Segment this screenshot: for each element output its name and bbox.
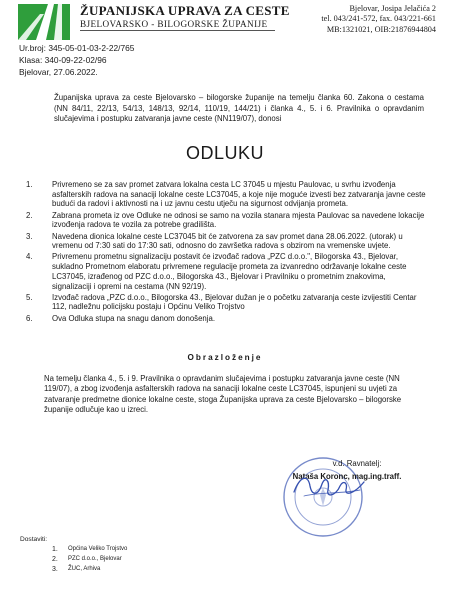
reasoning-paragraph: Na temelju članka 4., 5. i 9. Pravilnika o opravdanim slučajevima i postupku zatvaranja javne ceste (NN 119/07), a zbog izvođenja asfalterskih radova na sanaciji lokalne ceste LC37045, ispunjeni su uvjeti za zatvaranje predmetne dionice lokalne ceste, stoga Županijska uprava za ceste Bjelovarsko – bilogorske županije odlučuje kao u izreci. [44, 374, 402, 414]
organization-name: ŽUPANIJSKA UPRAVA ZA CESTE [80, 3, 290, 18]
klasa: Klasa: 340-09-22-02/96 [19, 54, 107, 65]
contact-block [321, 4, 436, 35]
list-item [26, 180, 426, 209]
list-item [52, 555, 127, 565]
reasoning-heading: Obrazloženje [187, 353, 263, 362]
distribution-list [52, 545, 127, 574]
item-number: 6. [26, 313, 33, 323]
contact-address: Bjelovar, Josipa Jelačića 2 [349, 4, 436, 13]
item-text: Ova Odluka stupa na snagu danom donošenja. [52, 313, 215, 323]
signatory-title: v.d. Ravnatelj: [332, 459, 382, 468]
header-divider [80, 30, 275, 31]
list-item [26, 252, 426, 291]
contact-phone: tel. 043/241-572, fax. 043/221-661 [321, 14, 436, 24]
document-title: ODLUKU [185, 143, 264, 163]
recipient-number: 2. [52, 555, 58, 563]
intro-paragraph: Županijska uprava za ceste Bjelovarsko – bilogorske županije na temelju članka 60. Zakona o cestama (NN 84/11, 22/13, 54/13, 148/13, 92/14, 110/19, 144/21) i članka 4., 5. i 6. Pravilnika o opravdanim slučajevima i postupku zatvaranja javne ceste (NN119/07), donosi [54, 93, 424, 123]
item-text: Navedena dionica lokalne ceste LC37045 bit će zatvorena za sav promet dana 28.06.2022. (utorak) u vremenu od 7:30 sati do 17:30 sati, odnosno do završetka radova s obzirom na vremenske uvjete. [52, 231, 403, 251]
list-item [26, 293, 426, 312]
item-number: 4. [26, 252, 33, 262]
item-text: Zabrana prometa iz ove Odluke ne odnosi se samo na vozila stanara mjesta Paulovac sa navedene lokacije izvođenja radova te vozila za potrebe gradilišta. [52, 210, 425, 230]
reference-block [19, 43, 134, 78]
item-text: Privremeno se za sav promet zatvara lokalna cesta LC 37045 u mjestu Paulovac, u svrhu izvođenja asfalterskih radova na sanaciji lokalne ceste LC37045, a koje nije moguće izvesti bez zatvaranja javne ceste budući da radovi i aktivnosti na i uz javnu cestu utječu na sigurnost odvijanja prometa. [52, 180, 426, 209]
recipient-name: PZC d.o.o., Bjelovar [68, 555, 122, 562]
item-number: 1. [26, 180, 33, 189]
handwritten-signature-icon [290, 470, 370, 502]
decision-items [26, 180, 426, 325]
road-logo-icon [18, 4, 70, 40]
organization-subtitle: BJELOVARSKO - BILOGORSKE ŽUPANIJE [80, 19, 268, 29]
item-text: Privremenu prometnu signalizaciju postavit će izvođač radova „PZC d.o.o.", Bilogorska 43., Bjelovar, sukladno Prometnom elaboratu privremene regulacije prometa za izvanredno održavanje lokalne ceste LC37045, izrađenog od PZC d.o.o., Bilogorska 43., Bjelovar i Pravilniku o prometnim znakovima, signalizaciji i opremi na cestama (NN 92/19). [52, 252, 407, 291]
list-item [52, 545, 127, 555]
recipient-number: 1. [52, 546, 58, 553]
recipient-name: Općina Veliko Trojstvo [68, 546, 128, 552]
item-text: Izvođač radova „PZC d.o.o., Bilogorska 43., Bjelovar dužan je o početku zatvaranja ceste izvijestiti Centar 112, nadležnu policijsku postaju i Općinu Veliko Trojstvo [52, 292, 417, 312]
recipient-number: 3. [52, 565, 58, 573]
distribution-label: Dostaviti: [20, 536, 48, 543]
list-item [52, 565, 127, 575]
signatory-name: Nataša Koronc, mag.ing.traff. [292, 472, 402, 481]
item-number: 2. [26, 210, 33, 220]
document-date: Bjelovar, 27.06.2022. [19, 66, 98, 77]
item-number: 3. [26, 231, 33, 241]
list-item [26, 211, 426, 230]
item-number: 5. [26, 292, 33, 302]
urbroj: Ur.broj: 345-05-01-03-2-22/765 [19, 43, 135, 53]
recipient-name: ŽUC, Arhiva [68, 565, 101, 572]
contact-ids: MB:1321021, OIB:21876944804 [326, 24, 436, 34]
list-item [26, 314, 426, 324]
list-item [26, 232, 426, 251]
